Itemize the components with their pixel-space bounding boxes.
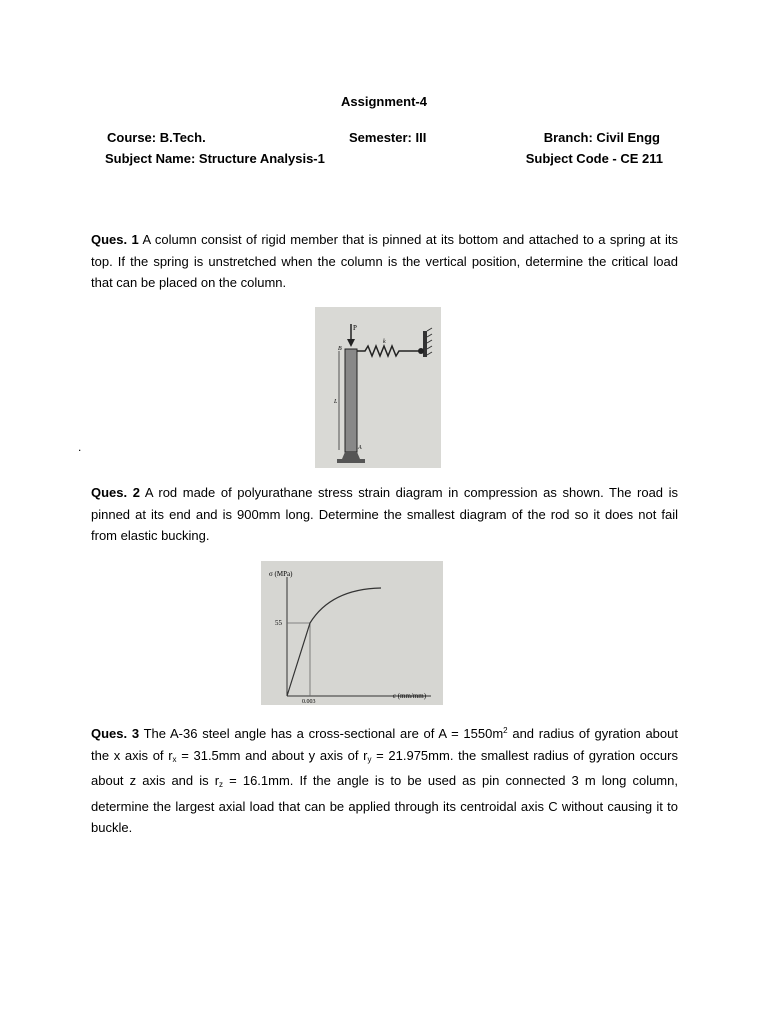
question-3-text-3: = 31.5mm and about y axis of r <box>176 747 368 763</box>
question-1 <box>91 229 678 294</box>
question-3 <box>91 720 678 839</box>
semester-label: Semester: III <box>349 130 427 145</box>
rx-subscript: x <box>172 754 177 764</box>
stress-strain-diagram <box>261 561 443 705</box>
assignment-title: Assignment-4 <box>341 94 427 109</box>
point-a-label: A <box>358 445 362 451</box>
rz-subscript: z <box>219 780 224 789</box>
load-label: P <box>353 324 357 332</box>
question-2 <box>91 482 678 547</box>
question-3-text-2: and radius of gyration about the x axis of r <box>91 726 678 763</box>
question-1-label: Ques. 1 <box>91 232 139 247</box>
question-3-text-4: = 21.975mm. the smallest radius of gyration occurs about z axis and is r <box>91 747 678 788</box>
x-tick-0003: 0.003 <box>302 699 316 705</box>
stray-mark: . <box>78 440 82 454</box>
spring-label: k <box>383 339 386 345</box>
subject-name-label: Subject Name: Structure Analysis-1 <box>105 151 325 166</box>
branch-label: Branch: Civil Engg <box>543 130 660 145</box>
y-axis-label: σ (MPa) <box>269 570 293 578</box>
question-1-text: A column consist of rigid member that is pinned at its bottom and attached to a spring at its top. If the spring is unstretched when the column is the vertical position, determine the critical load that can be placed on the column. <box>91 232 678 290</box>
area-exponent: 2 <box>503 726 508 735</box>
column-spring-figure <box>315 307 441 468</box>
stress-strain-figure <box>261 561 443 705</box>
course-label: Course: B.Tech. <box>107 130 206 145</box>
ry-subscript: y <box>367 754 372 764</box>
column-spring-diagram <box>315 307 441 468</box>
question-2-text: A rod made of polyurathane stress strain diagram in compression as shown. The road is pinned at its end and is 900mm long. Determine the smallest diagram of the rod so it does not fail from elastic bucking. <box>91 485 679 543</box>
point-b-label: B <box>338 346 342 352</box>
question-3-label: Ques. 3 <box>91 726 140 741</box>
question-3-text-5: = 16.1mm. If the angle is to be used as pin connected 3 m long column, determine the largest axial load that can be applied through its centroidal axis C without causing it to buckle. <box>91 773 678 835</box>
x-axis-label: ε (mm/mm) <box>393 692 427 700</box>
y-tick-55: 55 <box>275 619 282 627</box>
question-3-text-1: The A-36 steel angle has a cross-sectional are of A = 1550m <box>143 726 504 741</box>
question-2-label: Ques. 2 <box>91 485 140 500</box>
subject-code-label: Subject Code - CE 211 <box>525 151 663 166</box>
length-label: L <box>334 399 338 405</box>
